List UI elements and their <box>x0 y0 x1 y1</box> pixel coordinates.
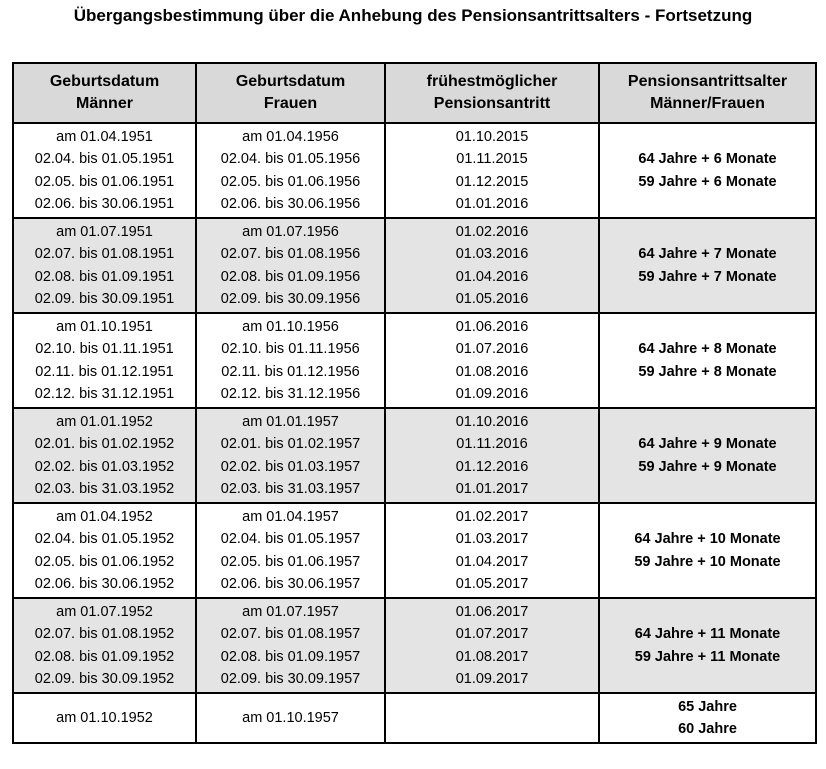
cell-line: 02.08. bis 01.09.1957 <box>220 648 361 665</box>
cell-earliest-retirement <box>385 218 599 313</box>
cell-line: 02.02. bis 01.03.1952 <box>34 458 175 475</box>
cell-line: 02.07. bis 01.08.1957 <box>220 626 361 643</box>
cell-line: 01.01.2017 <box>455 480 529 497</box>
cell-line: 01.12.2015 <box>455 173 529 190</box>
cell-line: 02.09. bis 30.09.1952 <box>34 670 175 687</box>
cell-retirement-age <box>599 598 816 693</box>
cell-line: 01.05.2017 <box>455 575 529 592</box>
cell-line: 02.01. bis 01.02.1952 <box>34 436 175 453</box>
cell-retirement-age <box>599 313 816 408</box>
cell-line: 02.04. bis 01.05.1957 <box>220 531 361 548</box>
cell-line: 02.08. bis 01.09.1956 <box>220 268 361 285</box>
cell-line: 02.07. bis 01.08.1952 <box>34 626 175 643</box>
cell-line: 02.05. bis 01.06.1952 <box>34 553 175 570</box>
cell-retirement-age <box>599 218 816 313</box>
cell-line: 64 Jahre + 9 Monate <box>638 436 777 452</box>
cell-line: am 01.04.1957 <box>242 508 339 525</box>
cell-line: am 01.04.1956 <box>242 128 339 145</box>
header-line: Frauen <box>263 95 318 112</box>
cell-line: 01.07.2017 <box>455 626 529 643</box>
header-birthdate-women <box>196 63 385 123</box>
header-line: Männer <box>76 95 133 112</box>
cell-line: 02.03. bis 31.03.1957 <box>220 480 361 497</box>
cell-line: 02.12. bis 31.12.1956 <box>220 385 361 402</box>
table-row <box>13 218 816 313</box>
cell-line: 02.07. bis 01.08.1956 <box>220 246 361 263</box>
pension-age-table <box>12 62 817 744</box>
cell-birthdate-men <box>13 503 196 598</box>
cell-earliest-retirement <box>385 123 599 218</box>
table-row <box>13 693 816 743</box>
cell-line: 59 Jahre + 8 Monate <box>638 363 777 380</box>
cell-line: 02.12. bis 31.12.1951 <box>34 385 175 402</box>
cell-line: 02.05. bis 01.06.1957 <box>220 553 361 570</box>
cell-line: 01.06.2016 <box>455 318 529 335</box>
cell-line: am 01.04.1952 <box>56 508 153 525</box>
cell-line: 02.08. bis 01.09.1952 <box>34 648 175 665</box>
cell-birthdate-women <box>196 123 385 218</box>
cell-line: am 01.10.1951 <box>56 318 153 335</box>
cell-line: am 01.10.1957 <box>242 709 339 726</box>
cell-line: am 01.04.1951 <box>56 128 153 145</box>
cell-line: 01.02.2016 <box>455 223 529 240</box>
cell-line: am 01.01.1952 <box>56 413 153 430</box>
cell-line: am 01.01.1957 <box>242 413 339 430</box>
header-earliest-retirement <box>385 63 599 123</box>
cell-earliest-retirement <box>385 313 599 408</box>
header-retirement-age <box>599 63 816 123</box>
cell-birthdate-women <box>196 313 385 408</box>
cell-line: 64 Jahre + 7 Monate <box>638 246 777 262</box>
cell-line: 59 Jahre + 9 Monate <box>638 458 777 475</box>
cell-birthdate-men <box>13 313 196 408</box>
header-line: Pensionsantrittsalter <box>627 72 788 90</box>
cell-line: 01.03.2017 <box>455 531 529 548</box>
header-birthdate-men <box>13 63 196 123</box>
cell-line: 64 Jahre + 8 Monate <box>638 341 777 357</box>
cell-birthdate-women <box>196 598 385 693</box>
cell-line: 02.09. bis 30.09.1957 <box>220 670 361 687</box>
header-line: frühestmöglicher <box>426 72 558 90</box>
cell-line: 02.04. bis 01.05.1951 <box>34 151 175 168</box>
table-body <box>13 123 816 743</box>
cell-line: 01.09.2017 <box>455 670 529 687</box>
cell-line: 01.08.2017 <box>455 648 529 665</box>
cell-line: 02.10. bis 01.11.1956 <box>221 341 360 358</box>
cell-retirement-age <box>599 123 816 218</box>
cell-line: 01.01.2016 <box>455 195 529 212</box>
cell-line: 01.12.2016 <box>455 458 529 475</box>
cell-line: 02.11. bis 01.12.1951 <box>35 363 174 380</box>
cell-line: 01.11.2015 <box>456 151 528 168</box>
cell-birthdate-men <box>13 598 196 693</box>
cell-line: 01.10.2016 <box>455 413 529 430</box>
cell-line: 01.06.2017 <box>455 603 529 620</box>
cell-line: am 01.10.1952 <box>56 709 153 726</box>
page-title: Übergangsbestimmung über die Anhebung des Pensionsantrittsalters - Fortsetzung <box>73 6 753 25</box>
table-row <box>13 503 816 598</box>
cell-line: 59 Jahre + 11 Monate <box>634 648 781 665</box>
cell-line: 59 Jahre + 6 Monate <box>638 173 777 190</box>
cell-retirement-age <box>599 503 816 598</box>
header-line: Männer/Frauen <box>650 95 765 112</box>
cell-birthdate-women <box>196 693 385 743</box>
cell-line: 01.08.2016 <box>455 363 529 380</box>
cell-line: 02.02. bis 01.03.1957 <box>220 458 361 475</box>
cell-line: am 01.07.1951 <box>56 223 153 240</box>
cell-line: am 01.07.1952 <box>56 603 153 620</box>
cell-birthdate-men <box>13 123 196 218</box>
cell-line: am 01.07.1956 <box>242 223 339 240</box>
cell-line: 01.07.2016 <box>455 341 529 358</box>
cell-birthdate-men <box>13 693 196 743</box>
table-row <box>13 123 816 218</box>
cell-line: 02.06. bis 30.06.1956 <box>220 195 361 212</box>
cell-line: 01.09.2016 <box>455 385 529 402</box>
cell-earliest-retirement <box>385 503 599 598</box>
cell-line: 02.04. bis 01.05.1956 <box>220 151 361 168</box>
cell-line: am 01.07.1957 <box>242 603 339 620</box>
cell-line: 02.01. bis 01.02.1957 <box>220 436 361 453</box>
cell-birthdate-men <box>13 218 196 313</box>
cell-line: 59 Jahre + 7 Monate <box>638 268 777 285</box>
cell-line: 01.03.2016 <box>455 246 529 263</box>
cell-line: 02.06. bis 30.06.1957 <box>220 575 361 592</box>
cell-line: 01.11.2016 <box>456 436 528 453</box>
cell-line: 02.09. bis 30.09.1956 <box>220 290 361 307</box>
cell-line: 01.04.2016 <box>455 268 529 285</box>
cell-earliest-retirement <box>385 693 599 743</box>
cell-line: 01.02.2017 <box>455 508 529 525</box>
cell-retirement-age <box>599 693 816 743</box>
cell-birthdate-women <box>196 218 385 313</box>
cell-line: 02.03. bis 31.03.1952 <box>34 480 175 497</box>
table-row <box>13 408 816 503</box>
header-line: Geburtsdatum <box>49 72 160 90</box>
table-header-row <box>13 63 816 123</box>
header-line: Pensionsantritt <box>433 95 551 112</box>
cell-line: 02.06. bis 30.06.1951 <box>34 195 175 212</box>
table-row <box>13 313 816 408</box>
cell-earliest-retirement <box>385 408 599 503</box>
cell-line: 59 Jahre + 10 Monate <box>634 553 781 570</box>
cell-birthdate-women <box>196 503 385 598</box>
cell-line: 02.10. bis 01.11.1951 <box>35 341 174 358</box>
cell-line: 60 Jahre <box>678 721 737 737</box>
cell-birthdate-men <box>13 408 196 503</box>
cell-line: 64 Jahre + 11 Monate <box>634 626 781 642</box>
cell-retirement-age <box>599 408 816 503</box>
cell-line: 02.04. bis 01.05.1952 <box>34 531 175 548</box>
cell-line: 02.08. bis 01.09.1951 <box>34 268 175 285</box>
cell-line: 65 Jahre <box>678 698 737 715</box>
cell-birthdate-women <box>196 408 385 503</box>
cell-line: 01.05.2016 <box>455 290 529 307</box>
table-row <box>13 598 816 693</box>
cell-line: 64 Jahre + 6 Monate <box>638 151 777 167</box>
cell-line: 02.05. bis 01.06.1951 <box>34 173 175 190</box>
cell-line: 02.11. bis 01.12.1956 <box>221 363 360 380</box>
header-line: Geburtsdatum <box>235 72 346 90</box>
cell-line: am 01.10.1956 <box>242 318 339 335</box>
cell-line: 02.06. bis 30.06.1952 <box>34 575 175 592</box>
cell-line: 01.04.2017 <box>455 553 529 570</box>
cell-line: 02.09. bis 30.09.1951 <box>34 290 175 307</box>
cell-line: 02.05. bis 01.06.1956 <box>220 173 361 190</box>
cell-line: 01.10.2015 <box>455 128 529 145</box>
cell-earliest-retirement <box>385 598 599 693</box>
cell-line: 64 Jahre + 10 Monate <box>634 531 781 547</box>
cell-line: 02.07. bis 01.08.1951 <box>34 246 175 263</box>
